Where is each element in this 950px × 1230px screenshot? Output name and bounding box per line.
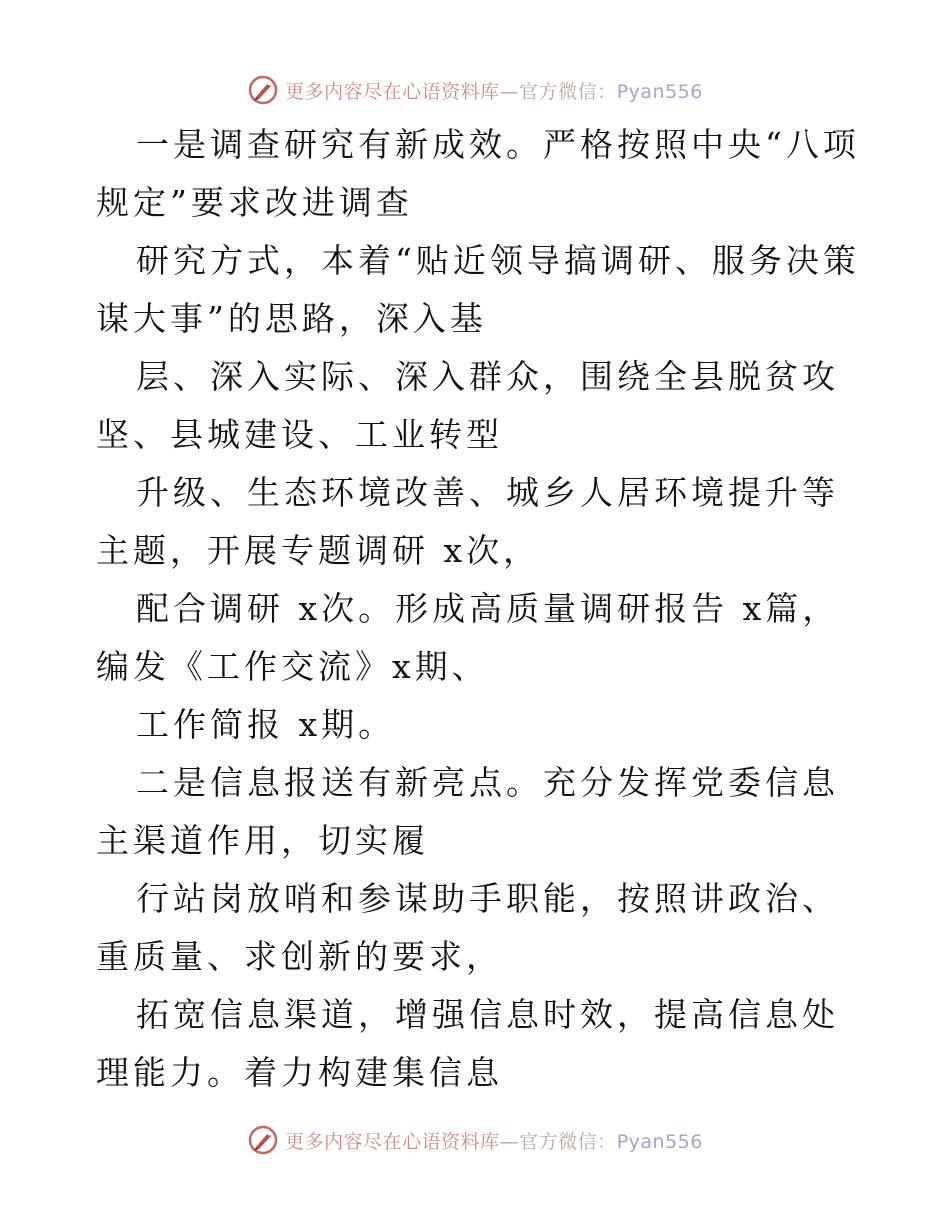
footer-watermark [0,1120,950,1160]
pen-logo-icon [247,1124,279,1156]
paragraph: 二是信息报送有新亮点。充分发挥党委信息主渠道作用，切实履 [96,763,839,860]
paragraph: 层、深入实际、深入群众，围绕全县脱贫攻坚、县城建设、工业转型 [96,357,839,454]
paragraph: 研究方式，本着“贴近领导搞调研、服务决策谋大事”的思路，深入基 [96,241,860,338]
watermark-text: 更多内容尽在心语资料库—官方微信：Pyan556 [285,1130,703,1153]
paragraph: 拓宽信息渠道，增强信息时效，提高信息处理能力。着力构建集信息 [96,995,839,1092]
paragraph: 升级、生态环境改善、城乡人居环境提升等主题，开展专题调研 x次， [96,473,839,570]
pen-logo-icon [247,74,279,106]
watermark-text: 更多内容尽在心语资料库—官方微信：Pyan556 [285,80,703,103]
paragraph: 一是调查研究有新成效。严格按照中央“八项规定”要求改进调查 [96,125,860,222]
document-body [96,116,866,1102]
header-watermark [0,70,950,110]
paragraph: 配合调研 x次。形成高质量调研报告 x篇，编发《工作交流》x期、 [96,589,840,686]
paragraph: 行站岗放哨和参谋助手职能，按照讲政治、重质量、求创新的要求， [96,879,839,976]
paragraph: 工作简报 x期。 [136,705,396,744]
